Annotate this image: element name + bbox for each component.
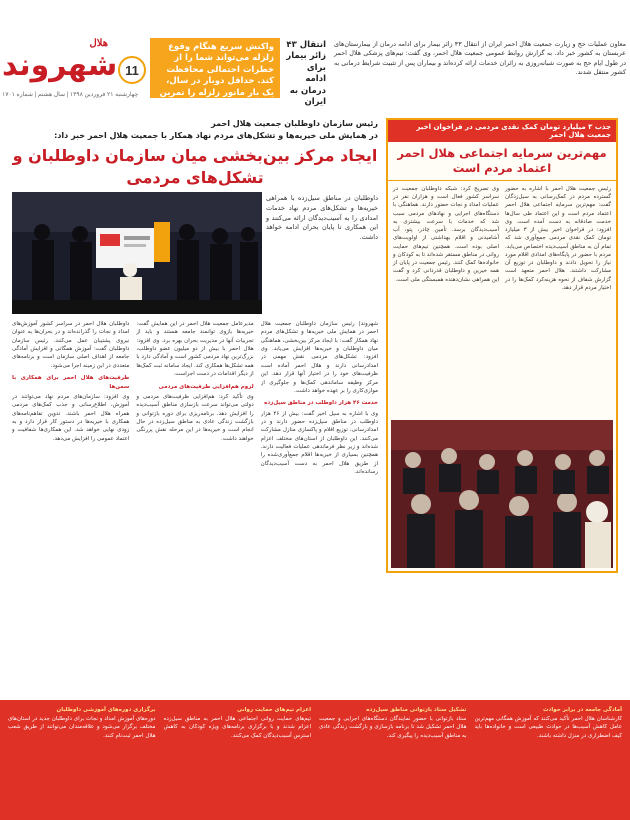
photo-caption: داوطلبان در مناطق سیل‌زده با همراهی خیریه‌ها و تشکل‌های مردم نهاد خدمات امدادی را به آسیب‌دیدگان ارائه می‌کنند و این همکاری تا پایان بحران ادامه خواهد داشت. bbox=[266, 194, 378, 241]
footer-column-4-text: دوره‌های آموزش امداد و نجات برای داوطلبان جدید در استان‌های مختلف برگزار می‌شود و علاقه‌مندان می‌توانند از طریق شعب هلال احمر ثبت‌نام کنند. bbox=[8, 715, 156, 739]
footer-column-2[interactable] bbox=[319, 706, 467, 814]
footer-column-1-text: کارشناسان هلال احمر تأکید می‌کنند که آموزش همگانی مهم‌ترین عامل کاهش آسیب‌ها در حوادث طبیعی است و خانواده‌ها باید کیف اضطراری در منزل داشته باشند. bbox=[474, 715, 622, 739]
footer-column-2-text: ستاد بازتوانی با حضور نمایندگان دستگاه‌های اجرایی و جمعیت هلال احمر تشکیل شد تا برنامه بازسازی و بازگشت زندگی عادی به مناطق آسیب‌دیده را پیگیری کند. bbox=[319, 715, 467, 739]
teaser-text: معاون عملیات حج و زیارت جمعیت هلال احمر ایران از انتقال ۴۳ زائر بیمار برای ادامه درمان از بیمارستان‌های عربستان به کشور خبر داد. به گزارش روابط عمومی جمعیت هلال احمر، وی گفت: تیم‌های پزشکی هلال احمر در طول ایام حج به صورت شبانه‌روزی به زائران خدمات ارائه کرده‌اند و بیماران پس از تثبیت شرایط درمانی به کشور منتقل شدند. bbox=[334, 40, 626, 76]
article-column-3 bbox=[12, 320, 129, 692]
page-number-badge: 11 bbox=[118, 56, 146, 84]
column-2-more: وی تأکید کرد: هم‌افزایی ظرفیت‌های مردمی و دولتی می‌تواند سرعت بازسازی مناطق آسیب‌دیده را افزایش دهد. برنامه‌ریزی برای دوره بازتوانی و بازگشت زندگی عادی به مناطق سیل‌زده در حال انجام است و خیریه‌ها در این مرحله نقش پررنگی خواهند داشت. bbox=[136, 393, 254, 442]
logo-title: شهروند bbox=[2, 48, 118, 83]
column-3-text: داوطلبان هلال احمر در سراسر کشور آموزش‌های امداد و نجات را گذرانده‌اند و در بحران‌ها به عنوان نیروی پشتیبان عمل می‌کنند. رئیس سازمان داوطلبان گفت: آموزش همگانی و افزایش آمادگی جامعه از اهداف اصلی سازمان است و برنامه‌های متعددی در این زمینه اجرا می‌شود. bbox=[12, 321, 130, 369]
main-article bbox=[12, 118, 378, 188]
logo-subtitle: هلال bbox=[89, 38, 108, 49]
sidebar-kicker: جذب ۳ میلیارد تومان کمک نقدی مردمی در فراخوان اخیر جمعیت هلال احمر bbox=[388, 120, 616, 142]
column-1-more: وی با اشاره به سیل اخیر گفت: بیش از ۴۶ هزار داوطلب در مناطق سیل‌زده حضور دارند و در امدادرسانی، توزیع اقلام و پاکسازی منازل مشارکت می‌کنند. این داوطلبان از استان‌های مختلف اعزام شده‌اند و زیر نظر فرماندهی عملیات فعالیت دارند. همچنین بسیاری از خیریه‌ها اقلام جمع‌آوری‌شده را از طریق هلال احمر به دست آسیب‌دیدگان رسانده‌اند. bbox=[260, 410, 378, 476]
sidebar-column-left: وی تصریح کرد: شبکه داوطلبان جمعیت در سراسر کشور فعال است و هزاران نفر در عملیات امداد و نجات حضور دارند. هماهنگی با دستگاه‌های اجرایی و نهادهای مردمی سبب شد که خدمات با سرعت بیشتری به آسیب‌دیدگان برسد. تأمین چادر، پتو، آب آشامیدنی و اقلام بهداشتی از اولویت‌های اصلی بوده است. همچنین تیم‌های حمایت روانی در مناطق مستقر شده‌اند تا به کودکان و خانواده‌ها کمک کنند. رئیس جمعیت در پایان از همه خیرین و داوطلبان قدردانی کرد و گفت این همراهی نشان‌دهنده همبستگی ملی است. bbox=[393, 185, 499, 283]
footer-column-3-head: اعزام تیم‌های حمایت روانی bbox=[237, 707, 311, 713]
footer-column-3-text: تیم‌های حمایت روانی اجتماعی هلال احمر به مناطق سیل‌زده اعزام شدند و با برگزاری برنامه‌های ویژه کودکان به کاهش استرس آسیب‌دیدگان کمک می‌کنند. bbox=[163, 715, 311, 739]
footer-column-1-head: آمادگی جامعه در برابر حوادث bbox=[543, 707, 622, 713]
ceremony-photo[interactable] bbox=[12, 192, 262, 314]
masthead bbox=[0, 0, 630, 110]
column-1-subhead: خدمت ۴۶ هزار داوطلب در مناطق سیل‌زده bbox=[264, 400, 378, 407]
sidebar-story bbox=[386, 118, 618, 573]
footer-column-1[interactable] bbox=[475, 706, 623, 814]
article-headline[interactable]: ایجاد مرکز بین‌بخشی میان سازمان داوطلبان و تشکل‌های مردمی bbox=[12, 146, 378, 187]
issue-date-line: چهارشنبه ۲۱ فروردین ۱۳۹۸ | سال هشتم | شماره ۱۷۰۱ bbox=[2, 92, 139, 98]
column-2-text: مدیرعامل جمعیت هلال احمر در این همایش گفت: خیریه‌ها بازوی توانمند جامعه هستند و باید از تجربیات آنها در مدیریت بحران بهره برد. وی افزود: هلال احمر با بیش از دو میلیون عضو داوطلب، بزرگ‌ترین نهاد مردمی کشور است و آمادگی دارد با همه تشکل‌ها همکاری کند. ایجاد سامانه ثبت کمک‌ها از دیگر اقدامات در دست اجراست. bbox=[136, 321, 254, 378]
footer-column-2-head: تشکیل ستاد بازتوانی مناطق سیل‌زده bbox=[366, 707, 467, 713]
footer-column-4-head: برگزاری دوره‌های آموزشی داوطلبان bbox=[56, 707, 156, 713]
sidebar-body bbox=[388, 181, 616, 426]
footer-news-band bbox=[0, 700, 630, 820]
promo-box[interactable]: واکنش سریع هنگام وقوع زلزله می‌تواند شما را از خطرات احتمالی محافظت کند. حداقل دوبار در سال، یک بار مانور زلزله را تمرین کنید. bbox=[150, 38, 280, 98]
teaser-headline[interactable]: انتقال ۴۳ زائر بیمار برای ادامه درمان به ایران bbox=[286, 40, 326, 108]
article-column-1 bbox=[261, 320, 378, 692]
article-kicker: رئیس سازمان داوطلبان جمعیت هلال احمر در همایش ملی خیریه‌ها و تشکل‌های مردم نهاد همکار با جمعیت هلال احمر خبر داد: bbox=[54, 119, 378, 140]
article-body bbox=[12, 320, 378, 692]
footer-column-3[interactable] bbox=[164, 706, 312, 814]
sidebar-headline[interactable]: مهم‌ترین سرمایه اجتماعی هلال احمر اعتماد مردم است bbox=[388, 142, 616, 181]
column-3-more: وی افزود: سازمان‌های مردم نهاد می‌توانند در آموزش، اطلاع‌رسانی و جذب کمک‌های مردمی همراه هلال احمر باشند. تدوین تفاهم‌نامه‌های همکاری با خیریه‌ها در دستور کار قرار دارد و به زودی نهایی خواهد شد. این همکاری‌ها شفافیت و اعتماد عمومی را افزایش می‌دهد. bbox=[12, 393, 130, 442]
column-1-text: شهروند| رئیس سازمان داوطلبان جمعیت هلال احمر در همایش ملی خیریه‌ها و تشکل‌های مردم نهاد همکار گفت: با ایجاد مرکز بین‌بخشی، هماهنگی میان داوطلبان و خیریه‌ها افزایش می‌یابد. وی افزود: تشکل‌های مردمی نقش مهمی در امدادرسانی دارند و هلال احمر آماده است ظرفیت‌های خود را در اختیار آنها قرار دهد. این مرکز وظیفه ساماندهی کمک‌ها و جلوگیری از موازی‌کاری را بر عهده خواهد داشت. bbox=[260, 321, 378, 394]
article-column-2 bbox=[136, 320, 253, 692]
sidebar-column-right: رئیس جمعیت هلال احمر با اشاره به حضور گسترده مردم در کمک‌رسانی به سیل‌زدگان گفت: مهم‌ترین سرمایه اجتماعی هلال احمر اعتماد مردم است و این اعتماد طی سال‌ها خدمت صادقانه به دست آمده است. وی افزود: در فراخوان اخیر بیش از ۳ میلیارد تومان کمک نقدی مردمی جمع‌آوری شد که تمام آن به مناطق آسیب‌دیده اختصاص می‌یابد. مردم با حضور در پایگاه‌های امدادی اقلام مورد نیاز را تحویل دادند و داوطلبان در توزیع آن مشارکت داشتند. هلال احمر متعهد است گزارش شفاف از نحوه هزینه‌کرد کمک‌ها را در اختیار مردم قرار دهد. bbox=[505, 185, 611, 291]
audience-photo[interactable] bbox=[391, 420, 613, 568]
footer-column-4[interactable] bbox=[8, 706, 156, 814]
column-3-subhead: ظرفیت‌های هلال احمر برای همکاری با سمن‌ها bbox=[12, 375, 130, 390]
column-2-subhead: لزوم هم‌افزایی ظرفیت‌های مردمی bbox=[158, 383, 254, 390]
